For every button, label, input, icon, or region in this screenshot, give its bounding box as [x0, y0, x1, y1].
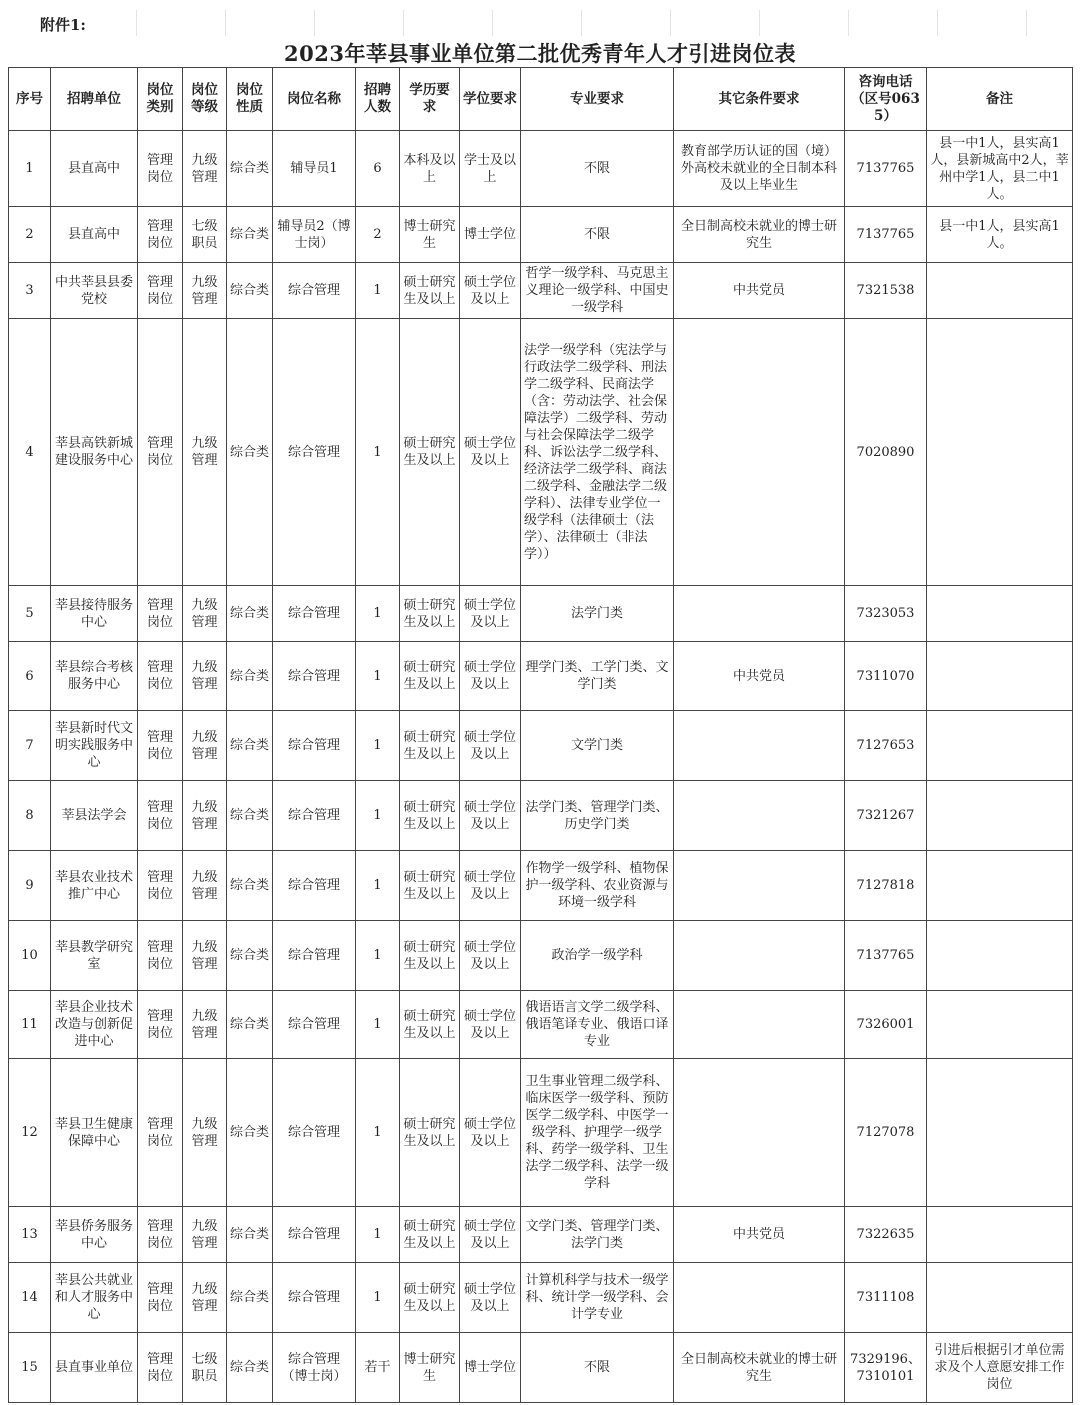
- col-header-category: 岗位类别: [138, 68, 183, 131]
- cell-count: 1: [356, 1059, 400, 1207]
- cell-level: 七级职员: [183, 1333, 227, 1403]
- table-row: [9, 642, 1073, 711]
- cell-category: 管理岗位: [138, 586, 183, 642]
- cell-level: 九级管理: [183, 319, 227, 586]
- col-header-count: 招聘人数: [356, 68, 400, 131]
- cell-unit: 莘县企业技术改造与创新促进中心: [51, 991, 138, 1059]
- cell-level: 九级管理: [183, 131, 227, 207]
- cell-nature: 综合类: [227, 207, 273, 263]
- cell-other: 中共党员: [674, 642, 845, 711]
- cell-remarks: [927, 921, 1073, 991]
- cell-nature: 综合类: [227, 781, 273, 851]
- cell-major: 法学门类、管理学门类、历史学门类: [521, 781, 674, 851]
- cell-unit: 莘县综合考核服务中心: [51, 642, 138, 711]
- cell-unit: 莘县卫生健康保障中心: [51, 1059, 138, 1207]
- cell-index: 9: [9, 851, 51, 921]
- cell-degree: 硕士学位及以上: [460, 263, 521, 319]
- cell-degree: 硕士学位及以上: [460, 711, 521, 781]
- table-row: [9, 1059, 1073, 1207]
- cell-index: 5: [9, 586, 51, 642]
- cell-other: 全日制高校未就业的博士研究生: [674, 207, 845, 263]
- cell-category: 管理岗位: [138, 263, 183, 319]
- table-row: [9, 921, 1073, 991]
- table-row: [9, 991, 1073, 1059]
- cell-unit: 县直高中: [51, 131, 138, 207]
- cell-major: 文学门类、管理学门类、法学门类: [521, 1207, 674, 1263]
- cell-index: 13: [9, 1207, 51, 1263]
- cell-other: [674, 1059, 845, 1207]
- cell-remarks: [927, 642, 1073, 711]
- cell-category: 管理岗位: [138, 991, 183, 1059]
- cell-major: 法学一级学科（宪法学与行政法学二级学科、刑法学二级学科、民商法学（含：劳动法学、社会保障法学）二级学科、劳动与社会保障法学二级学科、诉讼法学二级学科、经济法学二级学科、商法二级学科、金融法学二级学科）、法律专业学位一级学科（法律硕士（法学）、法律硕士（非法学））: [521, 319, 674, 586]
- cell-position: 综合管理: [273, 1207, 356, 1263]
- cell-unit: 莘县教学研究室: [51, 921, 138, 991]
- cell-other: [674, 1263, 845, 1333]
- cell-unit: 中共莘县县委党校: [51, 263, 138, 319]
- cell-level: 七级职员: [183, 207, 227, 263]
- cell-nature: 综合类: [227, 319, 273, 586]
- cell-remarks: [927, 586, 1073, 642]
- col-header-level: 岗位等级: [183, 68, 227, 131]
- cell-unit: 莘县新时代文明实践服务中心: [51, 711, 138, 781]
- cell-count: 1: [356, 263, 400, 319]
- cell-education: 硕士研究生及以上: [400, 711, 460, 781]
- cell-major: 理学门类、工学门类、文学门类: [521, 642, 674, 711]
- cell-other: [674, 586, 845, 642]
- cell-position: 综合管理（博士岗）: [273, 1333, 356, 1403]
- cell-count: 1: [356, 319, 400, 586]
- cell-level: 九级管理: [183, 781, 227, 851]
- cell-phone: 7127078: [845, 1059, 927, 1207]
- cell-degree: 博士学位: [460, 1333, 521, 1403]
- col-header-unit: 招聘单位: [51, 68, 138, 131]
- cell-level: 九级管理: [183, 851, 227, 921]
- cell-nature: 综合类: [227, 851, 273, 921]
- cell-phone: 7137765: [845, 921, 927, 991]
- cell-other: [674, 711, 845, 781]
- cell-position: 综合管理: [273, 711, 356, 781]
- cell-index: 12: [9, 1059, 51, 1207]
- cell-level: 九级管理: [183, 263, 227, 319]
- cell-index: 10: [9, 921, 51, 991]
- cell-other: [674, 781, 845, 851]
- col-header-other: 其它条件要求: [674, 68, 845, 131]
- cell-category: 管理岗位: [138, 1207, 183, 1263]
- cell-major: 不限: [521, 207, 674, 263]
- cell-level: 九级管理: [183, 1207, 227, 1263]
- cell-count: 1: [356, 586, 400, 642]
- cell-major: 文学门类: [521, 711, 674, 781]
- cell-remarks: [927, 319, 1073, 586]
- cell-education: 硕士研究生及以上: [400, 642, 460, 711]
- cell-index: 6: [9, 642, 51, 711]
- cell-education: 硕士研究生及以上: [400, 1207, 460, 1263]
- col-header-major: 专业要求: [521, 68, 674, 131]
- cell-other: 中共党员: [674, 263, 845, 319]
- cell-position: 综合管理: [273, 991, 356, 1059]
- cell-degree: 硕士学位及以上: [460, 991, 521, 1059]
- cell-count: 1: [356, 781, 400, 851]
- cell-index: 15: [9, 1333, 51, 1403]
- cell-degree: 硕士学位及以上: [460, 1207, 521, 1263]
- cell-education: 博士研究生: [400, 207, 460, 263]
- cell-other: 教育部学历认证的国（境）外高校未就业的全日制本科及以上毕业生: [674, 131, 845, 207]
- cell-phone: 7323053: [845, 586, 927, 642]
- cell-remarks: [927, 851, 1073, 921]
- cell-major: 不限: [521, 1333, 674, 1403]
- cell-position: 综合管理: [273, 1059, 356, 1207]
- cell-index: 2: [9, 207, 51, 263]
- cell-count: 1: [356, 711, 400, 781]
- cell-remarks: 县一中1人，县实高1人，县新城高中2人，莘州中学1人，县二中1人。: [927, 131, 1073, 207]
- cell-major: 哲学一级学科、马克思主义理论一级学科、中国史一级学科: [521, 263, 674, 319]
- cell-education: 硕士研究生及以上: [400, 586, 460, 642]
- page-title: 2023年莘县事业单位第二批优秀青年人才引进岗位表: [284, 41, 796, 66]
- cell-other: [674, 921, 845, 991]
- cell-unit: 县直高中: [51, 207, 138, 263]
- cell-count: 6: [356, 131, 400, 207]
- cell-phone: 7127818: [845, 851, 927, 921]
- cell-level: 九级管理: [183, 711, 227, 781]
- cell-count: 1: [356, 1263, 400, 1333]
- cell-phone: 7326001: [845, 991, 927, 1059]
- cell-education: 硕士研究生及以上: [400, 1059, 460, 1207]
- cell-nature: 综合类: [227, 1263, 273, 1333]
- cell-other: 全日制高校未就业的博士研究生: [674, 1333, 845, 1403]
- cell-nature: 综合类: [227, 991, 273, 1059]
- cell-level: 九级管理: [183, 642, 227, 711]
- cell-category: 管理岗位: [138, 642, 183, 711]
- cell-index: 11: [9, 991, 51, 1059]
- cell-position: 综合管理: [273, 1263, 356, 1333]
- cell-unit: 莘县农业技术推广中心: [51, 851, 138, 921]
- cell-count: 1: [356, 1207, 400, 1263]
- col-header-position: 岗位名称: [273, 68, 356, 131]
- cell-education: 硕士研究生及以上: [400, 263, 460, 319]
- cell-category: 管理岗位: [138, 207, 183, 263]
- cell-degree: 硕士学位及以上: [460, 586, 521, 642]
- table-row: [9, 207, 1073, 263]
- cell-nature: 综合类: [227, 921, 273, 991]
- table-row: [9, 711, 1073, 781]
- cell-remarks: [927, 1059, 1073, 1207]
- cell-count: 1: [356, 921, 400, 991]
- cell-other: 中共党员: [674, 1207, 845, 1263]
- cell-education: 博士研究生: [400, 1333, 460, 1403]
- cell-major: 俄语语言文学二级学科、俄语笔译专业、俄语口译专业: [521, 991, 674, 1059]
- cell-nature: 综合类: [227, 1059, 273, 1207]
- cell-degree: 博士学位: [460, 207, 521, 263]
- cell-nature: 综合类: [227, 131, 273, 207]
- table-row: [9, 1263, 1073, 1333]
- table-row: [9, 851, 1073, 921]
- cell-phone: 7321538: [845, 263, 927, 319]
- cell-level: 九级管理: [183, 586, 227, 642]
- cell-unit: 莘县法学会: [51, 781, 138, 851]
- cell-category: 管理岗位: [138, 319, 183, 586]
- cell-category: 管理岗位: [138, 921, 183, 991]
- col-header-education: 学历要求: [400, 68, 460, 131]
- cell-category: 管理岗位: [138, 711, 183, 781]
- cell-nature: 综合类: [227, 1333, 273, 1403]
- cell-category: 管理岗位: [138, 1059, 183, 1207]
- table-row: [9, 1207, 1073, 1263]
- cell-level: 九级管理: [183, 921, 227, 991]
- cell-category: 管理岗位: [138, 781, 183, 851]
- cell-position: 综合管理: [273, 586, 356, 642]
- cell-nature: 综合类: [227, 642, 273, 711]
- cell-index: 1: [9, 131, 51, 207]
- cell-phone: 7127653: [845, 711, 927, 781]
- cell-other: [674, 319, 845, 586]
- cell-index: 3: [9, 263, 51, 319]
- cell-phone: 7137765: [845, 207, 927, 263]
- cell-education: 本科及以上: [400, 131, 460, 207]
- cell-education: 硕士研究生及以上: [400, 1263, 460, 1333]
- cell-nature: 综合类: [227, 711, 273, 781]
- cell-phone: 7321267: [845, 781, 927, 851]
- cell-degree: 硕士学位及以上: [460, 851, 521, 921]
- cell-level: 九级管理: [183, 1263, 227, 1333]
- cell-degree: 硕士学位及以上: [460, 319, 521, 586]
- cell-unit: 莘县高铁新城建设服务中心: [51, 319, 138, 586]
- cell-category: 管理岗位: [138, 131, 183, 207]
- col-header-phone: 咨询电话（区号0635）: [845, 68, 927, 131]
- cell-degree: 硕士学位及以上: [460, 921, 521, 991]
- cell-position: 综合管理: [273, 319, 356, 586]
- table-row: [9, 1333, 1073, 1403]
- cell-category: 管理岗位: [138, 851, 183, 921]
- cell-category: 管理岗位: [138, 1263, 183, 1333]
- cell-remarks: [927, 781, 1073, 851]
- attachment-label: 附件1:: [40, 16, 86, 34]
- cell-phone: 7311108: [845, 1263, 927, 1333]
- cell-position: 综合管理: [273, 921, 356, 991]
- cell-major: 政治学一级学科: [521, 921, 674, 991]
- cell-unit: 莘县接待服务中心: [51, 586, 138, 642]
- cell-remarks: 引进后根据引才单位需求及个人意愿安排工作岗位: [927, 1333, 1073, 1403]
- table-row: [9, 586, 1073, 642]
- table-row: [9, 319, 1073, 586]
- cell-unit: 莘县公共就业和人才服务中心: [51, 1263, 138, 1333]
- cell-phone: 7137765: [845, 131, 927, 207]
- cell-position: 综合管理: [273, 263, 356, 319]
- cell-major: 法学门类: [521, 586, 674, 642]
- cell-index: 14: [9, 1263, 51, 1333]
- cell-unit: 县直事业单位: [51, 1333, 138, 1403]
- cell-nature: 综合类: [227, 263, 273, 319]
- cell-degree: 硕士学位及以上: [460, 1263, 521, 1333]
- cell-other: [674, 991, 845, 1059]
- cell-other: [674, 851, 845, 921]
- cell-level: 九级管理: [183, 991, 227, 1059]
- spreadsheet-gridlines: [8, 10, 1072, 36]
- cell-position: 辅导员1: [273, 131, 356, 207]
- col-header-remarks: 备注: [927, 68, 1073, 131]
- cell-remarks: 县一中1人，县实高1人。: [927, 207, 1073, 263]
- cell-major: 卫生事业管理二级学科、临床医学一级学科、预防医学二级学科、中医学一级学科、护理学一级学科、药学一级学科、卫生法学二级学科、法学一级学科: [521, 1059, 674, 1207]
- cell-education: 硕士研究生及以上: [400, 319, 460, 586]
- cell-count: 若干: [356, 1333, 400, 1403]
- cell-category: 管理岗位: [138, 1333, 183, 1403]
- cell-unit: 莘县侨务服务中心: [51, 1207, 138, 1263]
- cell-position: 辅导员2（博士岗）: [273, 207, 356, 263]
- cell-degree: 硕士学位及以上: [460, 781, 521, 851]
- cell-index: 8: [9, 781, 51, 851]
- cell-degree: 硕士学位及以上: [460, 642, 521, 711]
- cell-remarks: [927, 1263, 1073, 1333]
- cell-education: 硕士研究生及以上: [400, 991, 460, 1059]
- cell-remarks: [927, 1207, 1073, 1263]
- cell-level: 九级管理: [183, 1059, 227, 1207]
- cell-count: 1: [356, 991, 400, 1059]
- cell-education: 硕士研究生及以上: [400, 851, 460, 921]
- table-row: [9, 781, 1073, 851]
- cell-education: 硕士研究生及以上: [400, 781, 460, 851]
- header-row: [9, 68, 1073, 131]
- cell-remarks: [927, 711, 1073, 781]
- col-header-nature: 岗位性质: [227, 68, 273, 131]
- cell-major: 不限: [521, 131, 674, 207]
- cell-index: 7: [9, 711, 51, 781]
- cell-position: 综合管理: [273, 781, 356, 851]
- cell-degree: 学士及以上: [460, 131, 521, 207]
- col-header-index: 序号: [9, 68, 51, 131]
- cell-position: 综合管理: [273, 851, 356, 921]
- col-header-degree: 学位要求: [460, 68, 521, 131]
- cell-nature: 综合类: [227, 1207, 273, 1263]
- table-row: [9, 131, 1073, 207]
- cell-count: 2: [356, 207, 400, 263]
- cell-count: 1: [356, 642, 400, 711]
- table-row: [9, 263, 1073, 319]
- cell-phone: 7020890: [845, 319, 927, 586]
- cell-remarks: [927, 263, 1073, 319]
- cell-major: 作物学一级学科、植物保护一级学科、农业资源与环境一级学科: [521, 851, 674, 921]
- cell-phone: 7329196、7310101: [845, 1333, 927, 1403]
- positions-table: [8, 67, 1073, 1403]
- cell-degree: 硕士学位及以上: [460, 1059, 521, 1207]
- cell-count: 1: [356, 851, 400, 921]
- cell-nature: 综合类: [227, 586, 273, 642]
- cell-major: 计算机科学与技术一级学科、统计学一级学科、会计学专业: [521, 1263, 674, 1333]
- cell-position: 综合管理: [273, 642, 356, 711]
- cell-phone: 7311070: [845, 642, 927, 711]
- cell-education: 硕士研究生及以上: [400, 921, 460, 991]
- cell-index: 4: [9, 319, 51, 586]
- cell-phone: 7322635: [845, 1207, 927, 1263]
- cell-remarks: [927, 991, 1073, 1059]
